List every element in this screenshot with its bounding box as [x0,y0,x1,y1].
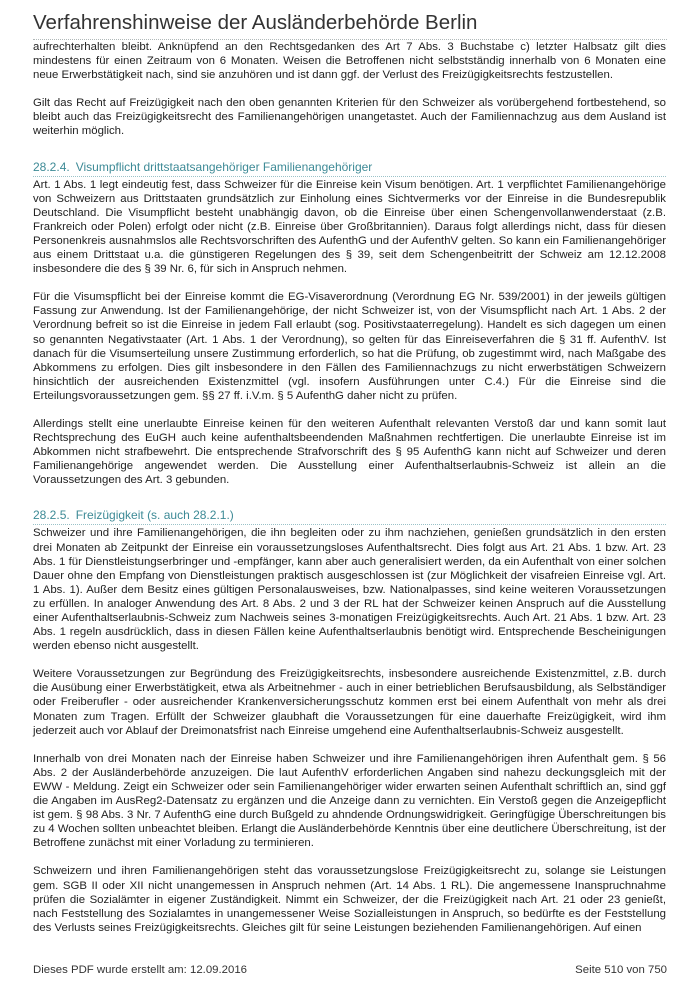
section-number: 28.2.5. [33,508,70,523]
section-paragraph: Für die Visumspflicht bei der Einreise kommt die EG-Visaverordnung (Verordnung EG Nr. 539/2001) in der jeweils gültigen Fassung zur Anwendung. Ist der Familienangehörige, der nicht Schweizer ist, von der Visumspflicht nach Art. 1 Abs. 2 der Verordnung befreit so ist die Einreise in jedem Fall erlaubt (sog. Positivstaaterregelung). Handelt es sich dagegen um einen so genannten Negativstaater (Art. 1 Abs. 1 der Verordnung), so gelten für das Einreiseverfahren die § 31 ff. AufenthV. Ist danach für die Visumserteilung unsere Zustimmung erforderlich, so hat die Prüfung, ob zugestimmt wird, nach Maßgabe des Abkommens zu erfolgen. Dies gilt insbesondere in den Fällen des Familiennachzugs zu nicht erwerbstätigen Schweizern hinsichtlich der ausreichenden Existenzmittel (vgl. insofern Ausführungen unter C.4.) Für die Einreise sind die Erteilungsvoraussetzungen gem. §§ 27 ff. i.V.m. § 5 AufenthG daher nicht zu prüfen. [33,291,666,402]
section-heading-28-2-4 [33,160,666,177]
document-body [33,40,666,949]
intro-paragraph-2: Gilt das Recht auf Freizügigkeit nach den oben genannten Kriterien für den Schweizer als vorübergehend fortbestehend, so bleibt auch das Freizügigkeitsrecht des Familienangehörigen unangetastet. Auch der Familiennachzug aus dem Ausland ist weiterhin möglich. [33,97,666,138]
page-number: Seite 510 von 750 [575,964,667,976]
page-title: Verfahrenshinweise der Ausländerbehörde Berlin [33,11,478,34]
section-paragraph: Schweizern und ihren Familienangehörigen steht das voraussetzungslose Freizügigkeitsrecht zu, solange sie Leistungen gem. SGB II oder XII nicht unangemessen in Anspruch nehmen (Art. 14 Abs. 1 RL). Die angemessene Inanspruchnahme prüfen die Sozialämter in eigener Zuständigkeit. Nimmt ein Schweizer, der die Freizügigkeit nach Art. 21 oder 23 genießt, nach Feststellung des Sozialamtes in unangemessener Weise Sozialleistungen in Anspruch, so bedürfte es der Feststellung des Verlusts seines Freizügigkeitsrechts. Gleiches gilt für seine Leistungen beziehenden Familienangehörigen. Auf einen [33,865,666,934]
section-paragraph: Schweizer und ihre Familienangehörigen, die ihn begleiten oder zu ihm nachziehen, genießen grundsätzlich in den ersten drei Monaten ab Zeitpunkt der Einreise ein voraussetzungsloses Aufenthaltsrecht. Dies folgt aus Art. 21 Abs. 1 bzw. Art. 23 Abs. 1 für Dienstleistungserbringer und -empfänger, kann aber auch generalisiert werden, da ein Aufenthalt von einer solchen Dauer ohne den Empfang von Dienstleistungen praktisch ausgeschlossen ist (zur Möglichkeit der visafreien Einreise vgl. Art. 1 Abs. 1). Außer dem Besitz eines gültigen Personalausweises, bzw. Nationalpasses, sind keine weiteren Voraussetzungen zu erfüllen. In analoger Anwendung des Art. 8 Abs. 2 und 3 der RL hat der Schweizer keinen Anspruch auf die Ausstellung einer Aufenthaltserlaubnis-Schweiz zum Nachweis seines 3-monatigen Freizügigkeitsrechts. Auch Art. 21 Abs. 1 bzw. Art. 23 Abs. 1 regeln ausdrücklich, dass in diesen Fällen keine Aufenthaltserlaubnis benötigt wird. Entsprechende Bescheinigungen werden ebenso nicht ausgestellt. [33,527,666,653]
page-header [33,10,667,40]
pdf-created-date: Dieses PDF wurde erstellt am: 12.09.2016 [33,964,247,976]
section-title: Visumpflicht drittstaatsangehöriger Familienangehöriger [75,159,373,174]
section-paragraph: Allerdings stellt eine unerlaubte Einreise keinen für den weiteren Aufenthalt relevanten Verstoß dar und kann somit laut Rechtsprechung des EuGH auch keine aufenthaltsbeendenden Maßnahmen rechtfertigen. Die unerlaubte Einreise ist im Abkommen nicht strafbewehrt. Die entsprechende Strafvorschrift des § 95 AufenthG kann nicht auf Schweizer und deren Familienangehörige angewendet werden. Die Ausstellung einer Aufenthaltserlaubnis-Schweiz ist allein an die Voraussetzungen des Art. 3 gebunden. [33,417,666,487]
section-paragraph: Weitere Voraussetzungen zur Begründung des Freizügigkeitsrechts, insbesondere ausreichende Existenzmittel, z.B. durch die Ausübung einer Erwerbstätigkeit, etwa als Arbeitnehmer - auch in einer betrieblichen Berufsausbildung, als Selbständiger oder Freiberufler - oder ausreichender Krankenversicherungsschutz kommen erst bei einem Aufenthalt von mehr als drei Monaten zum Tragen. Erfüllt der Schweizer glaubhaft die Voraussetzungen für eine dauerhafte Freizügigkeit, wird ihm jederzeit auch vor Ablauf der Dreimonatsfrist nach Einreise umgehend eine Aufenthaltserlaubnis-Schweiz ausgestellt. [33,668,666,737]
section-number: 28.2.4. [33,159,70,174]
section-heading-28-2-5 [33,508,666,525]
section-paragraph: Art. 1 Abs. 1 legt eindeutig fest, dass Schweizer für die Einreise kein Visum benötigen. Art. 1 verpflichtet Familienangehörige von Schweizern aus Drittstaaten grundsätzlich zur Einholung eines Sichtvermerks vor der Einreise in die Bundesrepublik Deutschland. Die Visumpflicht besteht unabhängig davon, ob die Einreise über einen Schengenvollanwenderstaat (z.B. Frankreich oder Polen) erfolgt oder nicht (z.B. Einreise über Großbritannien). Daraus folgt allerdings nicht, dass für diesen Personenkreis ausnahmslos alle Rechtsvorschriften des AufenthG und der AufenthV gelten. So kann ein Familienangehöriger aus einem Drittstaat u.a. die günstigeren Regelungen des § 39, seit dem Schengenbeitritt der Schweiz am 12.12.2008 insbesondere die des § 39 Nr. 6, für sich in Anspruch nehmen. [33,178,666,276]
intro-paragraph-1: aufrechterhalten bleibt. Anknüpfend an den Rechtsgedanken des Art 7 Abs. 3 Buchstabe c) letzter Halbsatz gilt dies mindestens für einen Zeitraum von 6 Monaten. Weisen die Betroffenen nicht selbstständig innerhalb von 6 Monaten eine neue Erwerbstätigkeit nach, sind sie anzuhören und ist dann ggf. der Verlust des Freizügigkeitsrechts festzustellen. [33,41,666,82]
section-title: Freizügigkeit (s. auch 28.2.1.) [75,508,234,523]
section-paragraph: Innerhalb von drei Monaten nach der Einreise haben Schweizer und ihre Familienangehörigen ihren Aufenthalt gem. § 56 Abs. 2 der Ausländerbehörde anzuzeigen. Die laut AufenthV erforderlichen Angaben sind nahezu deckungsgleich mit der EWW - Meldung. Zeigt ein Schweizer oder sein Familienangehöriger wider erwarten seinen Aufenthalt schriftlich an, sind ggf die Angaben im AusReg2-Datensatz zu ergänzen und die Anzeige dann zu vernichten. Ein Verstoß gegen die Anzeigepflicht ist gem. § 98 Abs. 3 Nr. 7 AufenthG eine durch Bußgeld zu ahndende Ordnungswidrigkeit. Geringfügige Überschreitungen bis zu 4 Wochen sollten unbeachtet bleiben. Erlangt die Ausländerbehörde Kenntnis über eine deutlichere Überschreitung, ist der Betroffene zunächst mit einer Vorladung zu terminieren. [33,752,667,850]
